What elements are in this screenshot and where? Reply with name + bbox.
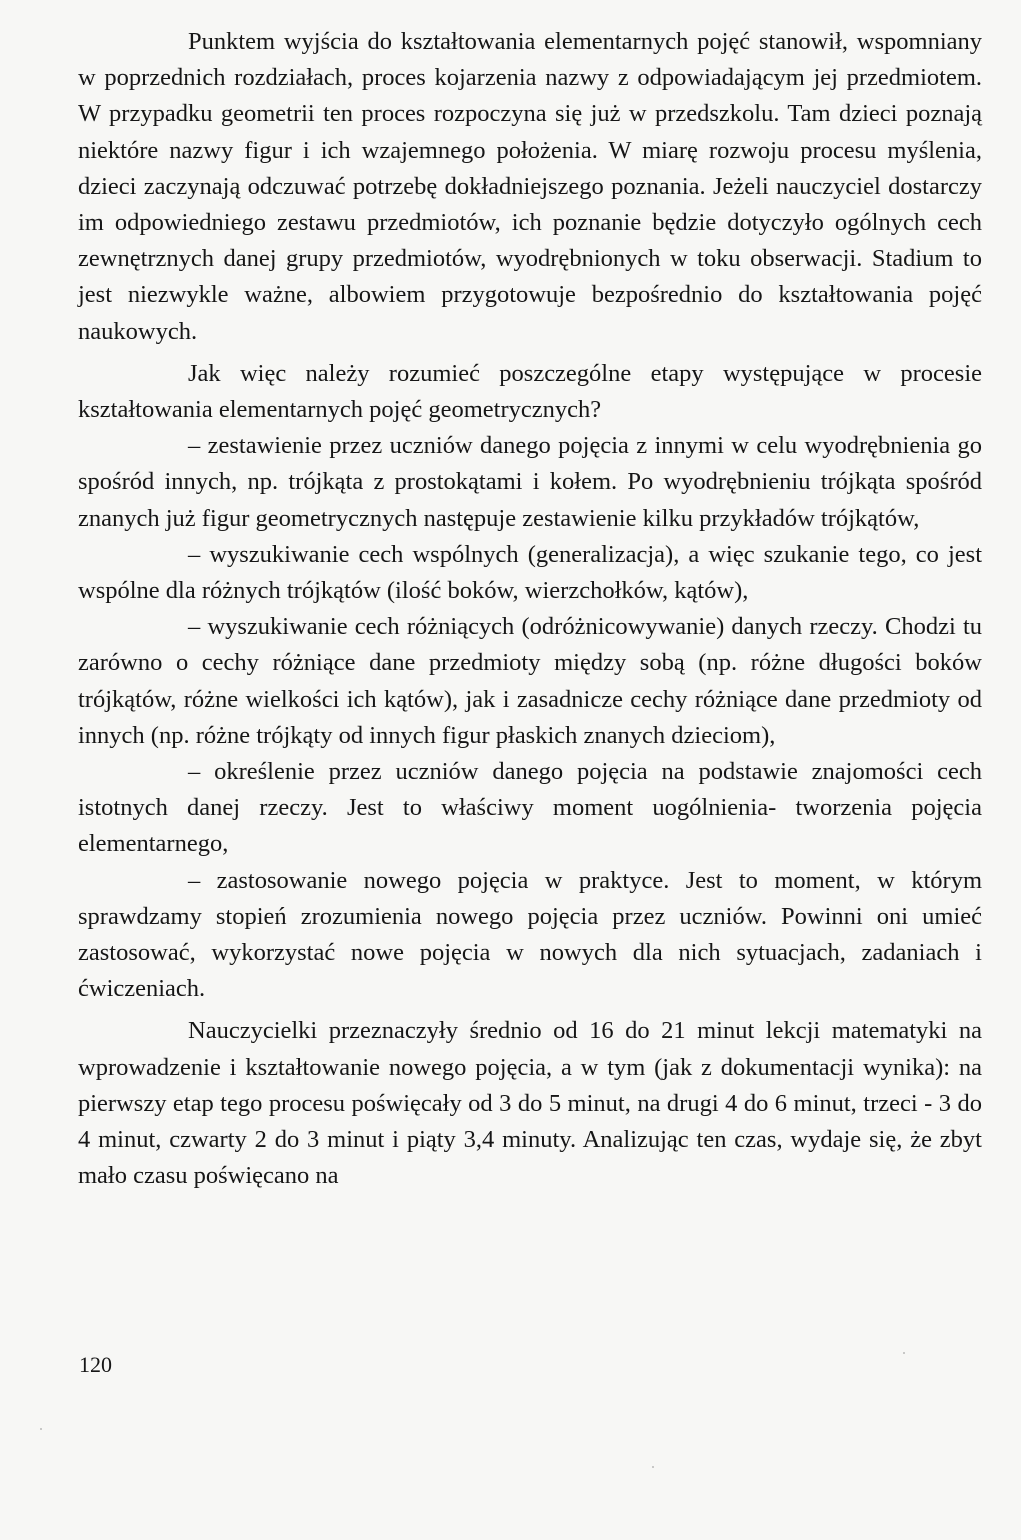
scan-speck [40,1428,42,1430]
paragraph-intro: Punktem wyjścia do kształtowania elementarnych pojęć stanowił, wspomniany w poprzednich rozdziałach, proces kojarzenia nazwy z odpowiadającym jej przedmiotem. W przypadku geometrii ten proces rozpoczyna się już w przedszkolu. Tam dzieci poznają niektóre nazwy figur i ich wzajemnego położenia. W miarę rozwoju procesu myślenia, dzieci zaczynają odczuwać potrzebę dokładniejszego poznania. Jeżeli nauczyciel dostarczy im odpowiedniego zestawu przedmiotów, ich poznanie będzie dotyczyło ogólnych cech zewnętrznych danej grupy przedmiotów, wyodrębnionych w toku obserwacji. Stadium to jest niezwykle ważne, albowiem przygotowuje bezpośrednio do kształtowania pojęć naukowych. [78,28,982,345]
paragraph-timing: Nauczycielki przeznaczyły średnio od 16 do 21 minut lekcji matematyki na wprowadzenie i kształtowanie nowego pojęcia, a w tym (jak z dokumentacji wynika): na pierwszy etap tego procesu poświęcały od 3 do 5 minut, na drugi 4 do 6 minut, trzeci - 3 do 4 minut, czwarty 2 do 3 minut i piąty 3,4 minuty. Analizując ten czas, wydaje się, że zbyt mało czasu poświęcano na [78,1017,982,1190]
list-item-stage-1: – zestawienie przez uczniów danego pojęcia z innymi w celu wyodrębnienia go spośród innych, np. trójkąta z prostokątami i kołem. Po wyodrębnieniu trójkąta spośród znanych już figur geometrycznych następuje zestawienie kilku przykładów trójkątów, [78,432,982,532]
page-number: 120 [79,1352,112,1377]
list-item-stage-5: – zastosowanie nowego pojęcia w praktyce. Jest to moment, w którym sprawdzamy stopień zrozumienia nowego pojęcia przez uczniów. Powinni oni umieć zastosować, wykorzystać nowe pojęcia w nowych dla nich sytuacjach, zadaniach i ćwiczeniach. [78,866,982,1003]
list-item-stage-4: – określenie przez uczniów danego pojęcia na podstawie znajomości cech istotnych danej rzeczy. Jest to właściwy moment uogólnienia- tworzenia pojęcia elementarnego, [78,758,982,858]
paragraph-question: Jak więc należy rozumieć poszczególne etapy występujące w procesie kształtowania elementarnych pojęć geometrycznych? [78,359,982,424]
list-item-stage-2: – wyszukiwanie cech wspólnych (generalizacja), a więc szukanie tego, co jest wspólne dla różnych trójkątów (ilość boków, wierzchołków, kątów), [78,540,982,605]
scan-speck [652,1466,654,1468]
page-body [78,24,982,1195]
list-item-stage-3: – wyszukiwanie cech różniących (odróżnicowywanie) danych rzeczy. Chodzi tu zarówno o cechy różniące dane przedmioty między sobą (np. różne długości boków trójkątów, różne wielkości ich kątów), jak i zasadnicze cechy różniące dane przedmioty od innych (np. różne trójkąty od innych figur płaskich znanych dzieciom), [78,613,982,749]
scan-speck [903,1352,905,1354]
